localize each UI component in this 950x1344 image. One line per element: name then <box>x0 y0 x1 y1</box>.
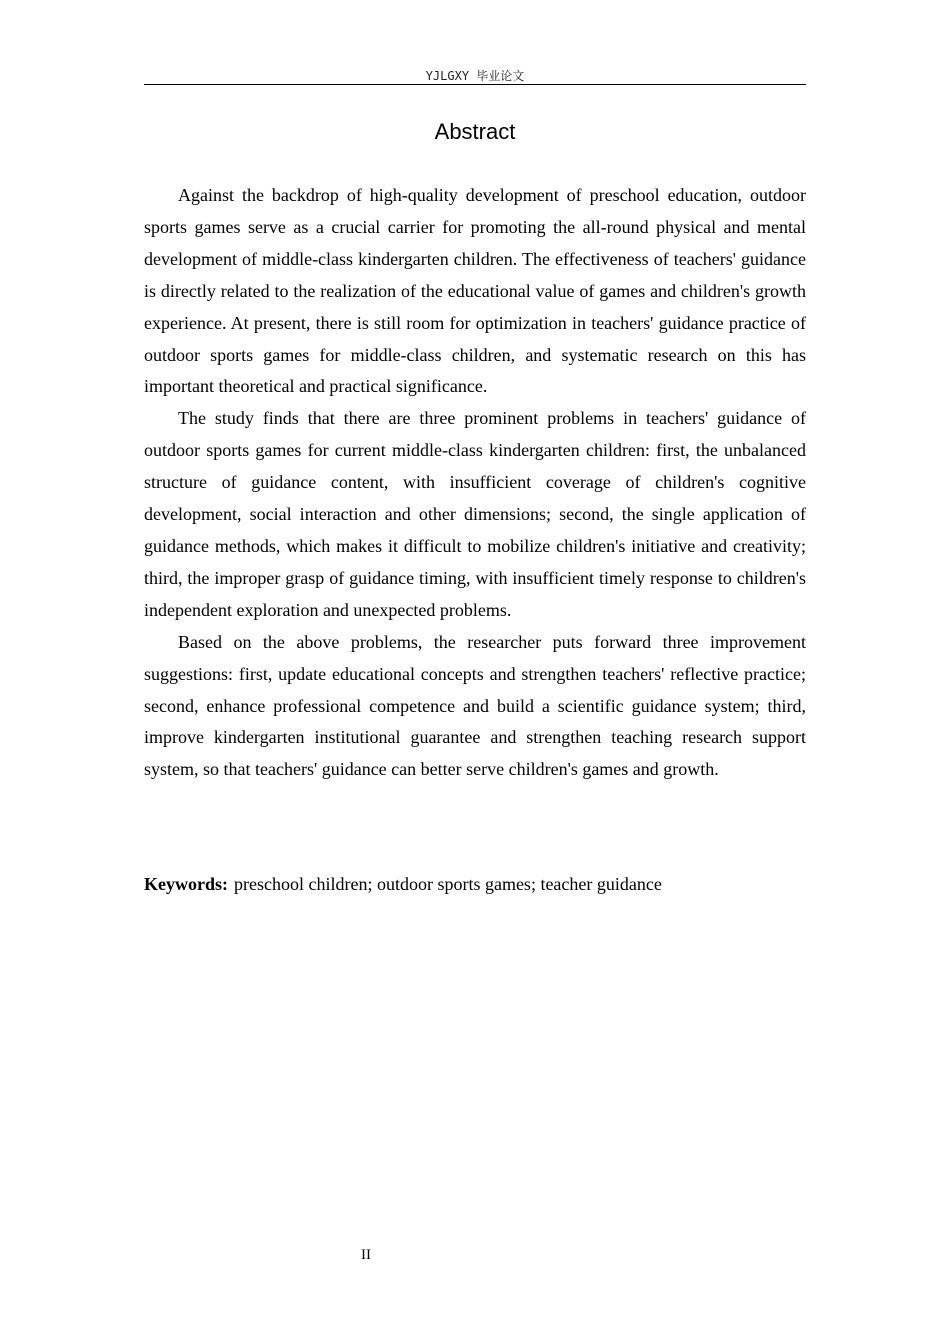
abstract-body <box>144 180 806 786</box>
abstract-title: Abstract <box>434 119 516 144</box>
abstract-paragraph-2: The study finds that there are three prominent problems in teachers' guidance of outdoor sports games for current middle-class kindergarten children: first, the unbalanced structure of guidance content, with insufficient coverage of children's cognitive development, social interaction and other dimensions; second, the single application of guidance methods, which makes it difficult to mobilize children's initiative and creativity; third, the improper grasp of guidance timing, with insufficient timely response to children's independent exploration and unexpected problems. <box>144 408 806 620</box>
page-header <box>144 68 806 85</box>
keywords-line <box>144 868 806 900</box>
keywords-label: Keywords: <box>144 874 228 894</box>
abstract-paragraph-1: Against the backdrop of high-quality development of preschool education, outdoor sports games serve as a crucial carrier for promoting the all-round physical and mental development of middle-class kindergarten children. The effectiveness of teachers' guidance is directly related to the realization of the educational value of games and children's growth experience. At present, there is still room for optimization in teachers' guidance practice of outdoor sports games for middle-class children, and systematic research on this has important theoretical and practical significance. <box>144 185 806 397</box>
page-number: II <box>361 1247 371 1263</box>
keywords-values: preschool children; outdoor sports games; teacher guidance <box>234 874 662 894</box>
header-text: YJLGXY 毕业论文 <box>425 69 525 83</box>
abstract-paragraph-3: Based on the above problems, the researcher puts forward three improvement suggestions: first, update educational concepts and strengthen teachers' reflective practice; second, enhance professional competence and build a scientific guidance system; third, improve kindergarten institutional guarantee and strengthen teaching research support system, so that teachers' guidance can better serve children's games and growth. <box>144 631 806 780</box>
